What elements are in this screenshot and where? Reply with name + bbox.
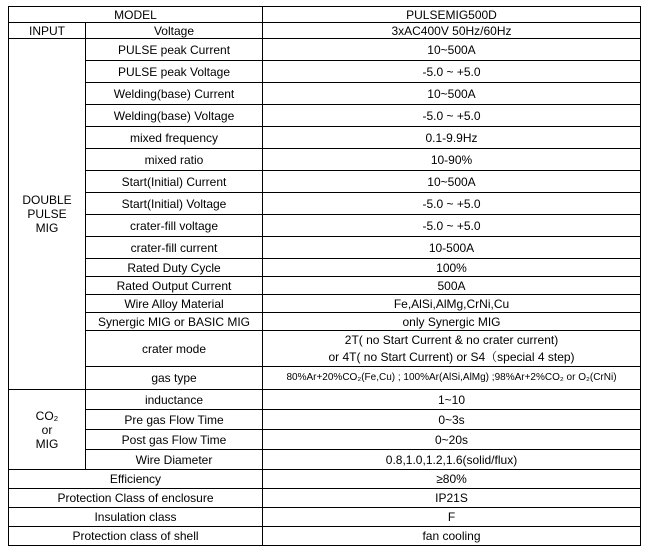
input-group-label: INPUT	[9, 23, 86, 39]
param-label: Start(Initial) Voltage	[86, 193, 263, 215]
table-row	[9, 450, 641, 470]
double-pulse-group-label: DOUBLE PULSE MIG	[9, 39, 86, 390]
table-row	[9, 127, 641, 149]
spec-table	[8, 6, 641, 546]
table-row	[9, 367, 641, 390]
table-row	[9, 277, 641, 295]
param-value: 0~3s	[263, 410, 641, 430]
param-value: only Synergic MIG	[263, 313, 641, 331]
param-label: Post gas Flow Time	[86, 430, 263, 450]
param-label: Rated Output Current	[86, 277, 263, 295]
table-row	[9, 105, 641, 127]
table-row	[9, 295, 641, 313]
param-label: inductance	[86, 390, 263, 410]
model-label: MODEL	[9, 7, 263, 23]
gas-type-value: 80%Ar+20%CO₂(Fe,Cu) ; 100%Ar(AlSi,AlMg) ;98%Ar+2%CO₂ or O₂(CrNi)	[263, 367, 641, 390]
table-row	[9, 215, 641, 237]
table-row	[9, 237, 641, 259]
model-value: PULSEMIG500D	[263, 7, 641, 23]
param-value: -5.0 ~ +5.0	[263, 61, 641, 83]
table-row	[9, 410, 641, 430]
param-value: Fe,AlSi,AlMg,CrNi,Cu	[263, 295, 641, 313]
table-row	[9, 83, 641, 105]
param-label: PULSE peak Current	[86, 39, 263, 61]
param-value: -5.0 ~ +5.0	[263, 105, 641, 127]
gas-type-label: gas type	[86, 367, 263, 390]
param-label: Welding(base) Voltage	[86, 105, 263, 127]
param-value: 10~500A	[263, 39, 641, 61]
table-row	[9, 193, 641, 215]
shell-class-value: fan cooling	[263, 527, 641, 546]
table-row	[9, 390, 641, 410]
param-value: 0.8,1.0,1.2,1.6(solid/flux)	[263, 450, 641, 470]
param-label: Wire Alloy Material	[86, 295, 263, 313]
table-row	[9, 313, 641, 331]
param-value: 10~500A	[263, 171, 641, 193]
param-label: crater-fill current	[86, 237, 263, 259]
param-label: crater-fill voltage	[86, 215, 263, 237]
table-row	[9, 171, 641, 193]
shell-class-label: Protection class of shell	[9, 527, 263, 546]
param-label: Synergic MIG or BASIC MIG	[86, 313, 263, 331]
table-row	[9, 489, 641, 508]
param-label: Wire Diameter	[86, 450, 263, 470]
table-row	[9, 23, 641, 39]
table-row	[9, 7, 641, 23]
param-value: 500A	[263, 277, 641, 295]
table-row	[9, 61, 641, 83]
table-row	[9, 470, 641, 489]
enclosure-class-label: Protection Class of enclosure	[9, 489, 263, 508]
param-value: 0~20s	[263, 430, 641, 450]
param-label: Welding(base) Current	[86, 83, 263, 105]
co2-mig-group-label: CO₂ or MIG	[9, 390, 86, 470]
table-row	[9, 331, 641, 367]
input-voltage-value: 3xAC400V 50Hz/60Hz	[263, 23, 641, 39]
table-row	[9, 39, 641, 61]
insulation-class-label: Insulation class	[9, 508, 263, 527]
param-label: mixed frequency	[86, 127, 263, 149]
input-voltage-label: Voltage	[86, 23, 263, 39]
param-value: 1~10	[263, 390, 641, 410]
table-row	[9, 430, 641, 450]
table-row	[9, 527, 641, 546]
efficiency-value: ≥80%	[263, 470, 641, 489]
enclosure-class-value: IP21S	[263, 489, 641, 508]
table-row	[9, 259, 641, 277]
param-value: 0.1-9.9Hz	[263, 127, 641, 149]
param-value: -5.0 ~ +5.0	[263, 193, 641, 215]
param-value: 10~500A	[263, 83, 641, 105]
table-row	[9, 508, 641, 527]
param-value: 10-500A	[263, 237, 641, 259]
param-value: 100%	[263, 259, 641, 277]
param-label: mixed ratio	[86, 149, 263, 171]
crater-mode-label: crater mode	[86, 331, 263, 367]
param-label: Start(Initial) Current	[86, 171, 263, 193]
param-label: PULSE peak Voltage	[86, 61, 263, 83]
crater-mode-value: 2T( no Start Current & no crater current) or 4T( no Start Current) or S4（special 4 step)	[263, 331, 641, 367]
param-label: Pre gas Flow Time	[86, 410, 263, 430]
efficiency-label: Efficiency	[9, 470, 263, 489]
param-label: Rated Duty Cycle	[86, 259, 263, 277]
insulation-class-value: F	[263, 508, 641, 527]
table-row	[9, 149, 641, 171]
param-value: -5.0 ~ +5.0	[263, 215, 641, 237]
param-value: 10-90%	[263, 149, 641, 171]
